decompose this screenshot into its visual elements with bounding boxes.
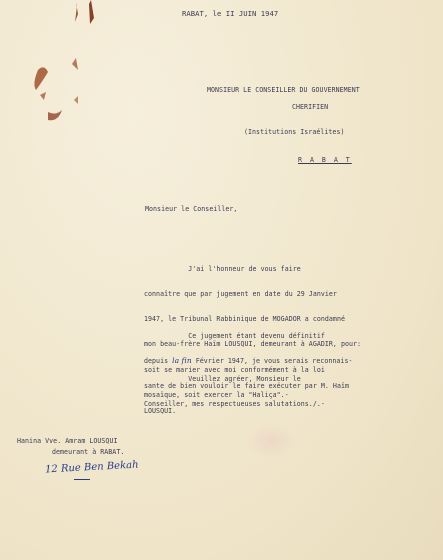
handwritten-dash	[74, 479, 90, 480]
paragraph-1-line: mon beau-frère Haïm LOUSQUI, demeurant à AGADIR, pour:	[144, 340, 362, 349]
paragraph-1-line: connaître que par jugement en date du 29 Janvier	[144, 290, 337, 299]
paragraph-3-line: Conseiller, mes respectueuses salutations./.-	[144, 400, 325, 409]
letter-date: RABAT, le II JUIN 1947	[182, 9, 279, 18]
paragraph-1-line: J'ai l'honneur de vous faire	[144, 264, 301, 273]
rust-stain	[18, 0, 98, 130]
paragraph-1-line: mosaïque, soit exercer la "Haliça".-	[144, 390, 289, 399]
handwritten-insertion: la fin	[172, 356, 192, 366]
salutation: Monsieur le Conseiller,	[145, 205, 238, 213]
sender-location: demeurant à RABAT.	[52, 448, 125, 456]
paragraph-3	[144, 358, 443, 425]
sender-name: Hanina Vve. Amram LOUSQUI	[17, 437, 118, 445]
paragraph-3-line: Veuillez agréer, Monsieur le	[144, 374, 301, 383]
paragraph-1-line: soit se marier avec moi conformément à la loi	[144, 365, 325, 374]
recipient-line-1: MONSIEUR LE CONSEILLER DU GOUVERNEMENT	[207, 86, 360, 94]
paragraph-2-prefix: depuis	[144, 357, 173, 366]
paragraph-1-line: 1947, le Tribunal Rabbinique de MOGADOR a condamné	[144, 315, 345, 324]
paragraph-2-line: sante de bien vouloir le faire exécuter par M. Haïm	[144, 382, 350, 391]
recipient-line-3: (Institutions Israélites)	[244, 128, 345, 136]
paragraph-2-line: LOUSQUI.	[144, 407, 177, 416]
recipient-line-2: CHERIFIEN	[292, 103, 329, 111]
handwritten-address: 12 Rue Ben Bekah	[44, 459, 139, 476]
paragraph-2-line: Ce jugement étant devenu définitif	[144, 331, 325, 340]
recipient-city: R A B A T	[298, 156, 352, 164]
paragraph-2-suffix: Février 1947, je vous serais reconnais-	[191, 357, 353, 366]
